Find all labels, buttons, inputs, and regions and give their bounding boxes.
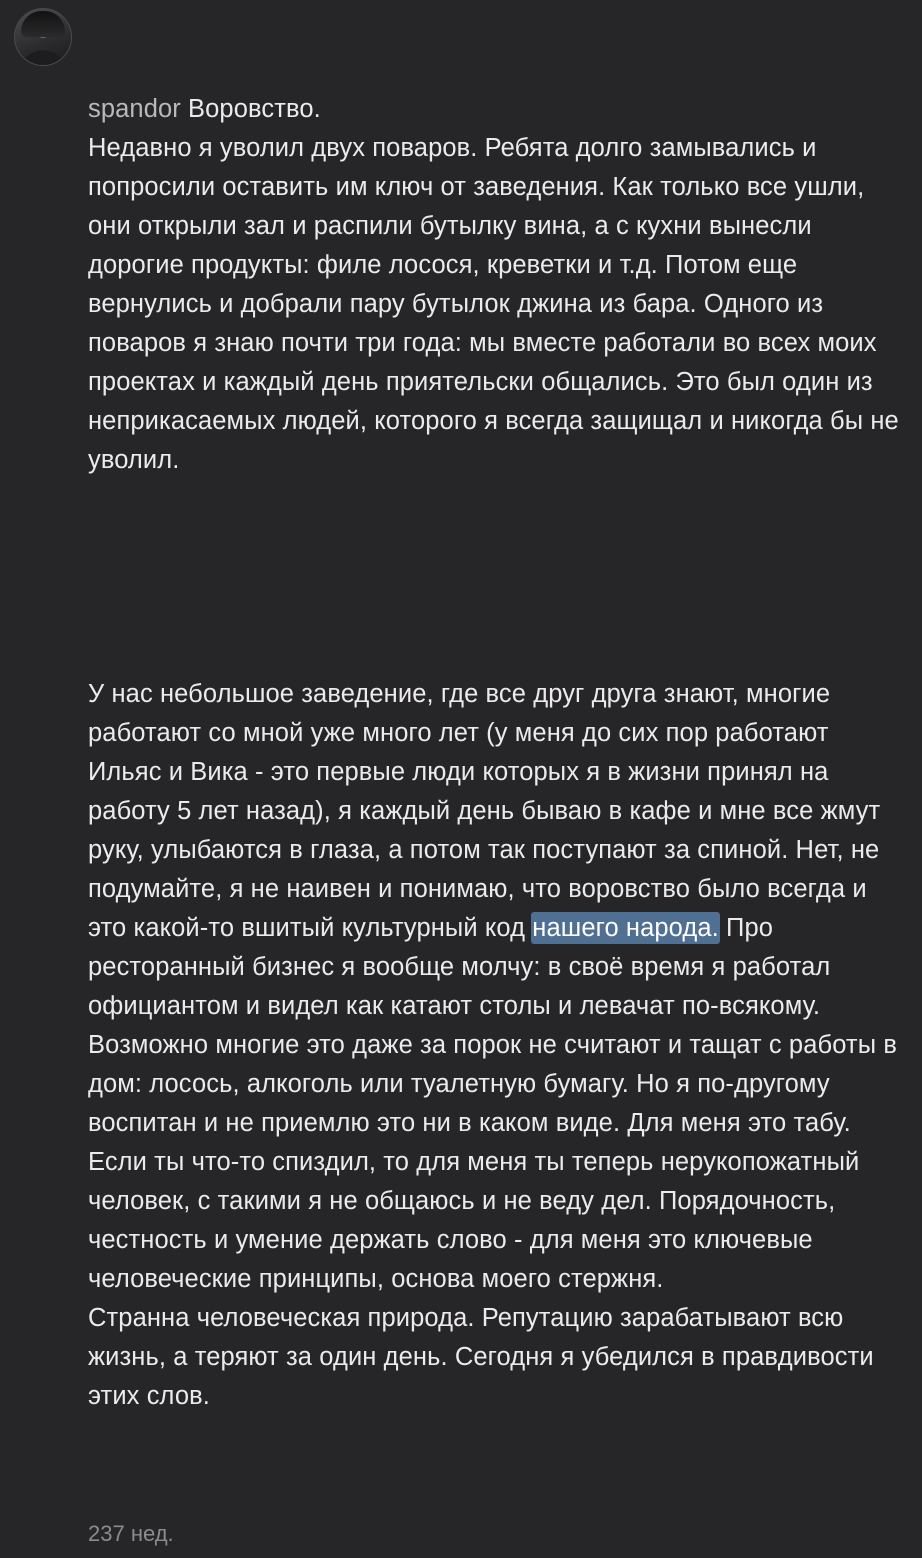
post-paragraph-1: Недавно я уволил двух поваров. Ребята долго замывались и попросили оставить им ключ от заведения. Как только все ушли, они открыли зал и распили бутылку вина, а с кухни вынесли дорогие продукты: филе лосося, креветки и т.д. Потом еще вернулись и добрали пару бутылок джина из бара. Одного из поваров я знаю почти три года: мы вместе работали во всех моих проектах и каждый день приятельски общались. Это был один из неприкасаемых людей, которого я всегда защищал и никогда бы не уволил.: [88, 134, 906, 474]
avatar[interactable]: [14, 8, 72, 66]
text-selection-highlight[interactable]: нашего народа.: [532, 914, 719, 942]
post-timestamp[interactable]: 237 нед.: [88, 1521, 174, 1546]
post-body: [88, 12, 906, 1494]
post-paragraph-3: Про ресторанный бизнес я вообще молчу: в своё время я работал официантом и видел как катают столы и левачат по-всякому. Возможно многие это даже за порок не считают и тащат с работы в дом: лосось, алкоголь или туалетную бумагу. Но я по-другому воспитан и не приемлю это ни в каком виде. Для меня это табу. Если ты что-то спиздил, то для меня ты теперь нерукопожатный человек, с такими я не общаюсь и не веду дел. Порядочность, честность и умение держать слово - для меня это ключевые человеческие принципы, основа моего стержня.: [88, 914, 905, 1293]
post-second-paragraph: [88, 675, 905, 1416]
post-paragraph-4: Странна человеческая природа. Репутацию зарабатывают всю жизнь, а теряют за один день. Сегодня я убедился в правдивости этих слов.: [88, 1304, 881, 1410]
author-name[interactable]: spandor: [88, 95, 181, 123]
post-first-paragraph: [88, 90, 906, 480]
post-paragraph-2: У нас небольшое заведение, где все друг друга знают, многие работают со мной уже много лет (у меня до сих пор работают Ильяс и Вика - это первые люди которых я в жизни принял на работу 5 лет назад), я каждый день бываю в кафе и мне все жмут руку, улыбаются в глаза, а потом так поступают за спиной. Нет, не подумайте, я не наивен и понимаю, что воровство было всегда и это какой-то вшитый культурный код: [88, 680, 888, 942]
post-title: Воровство.: [188, 95, 321, 123]
post-meta: [88, 1520, 900, 1548]
paragraph-spacer: [88, 558, 900, 597]
